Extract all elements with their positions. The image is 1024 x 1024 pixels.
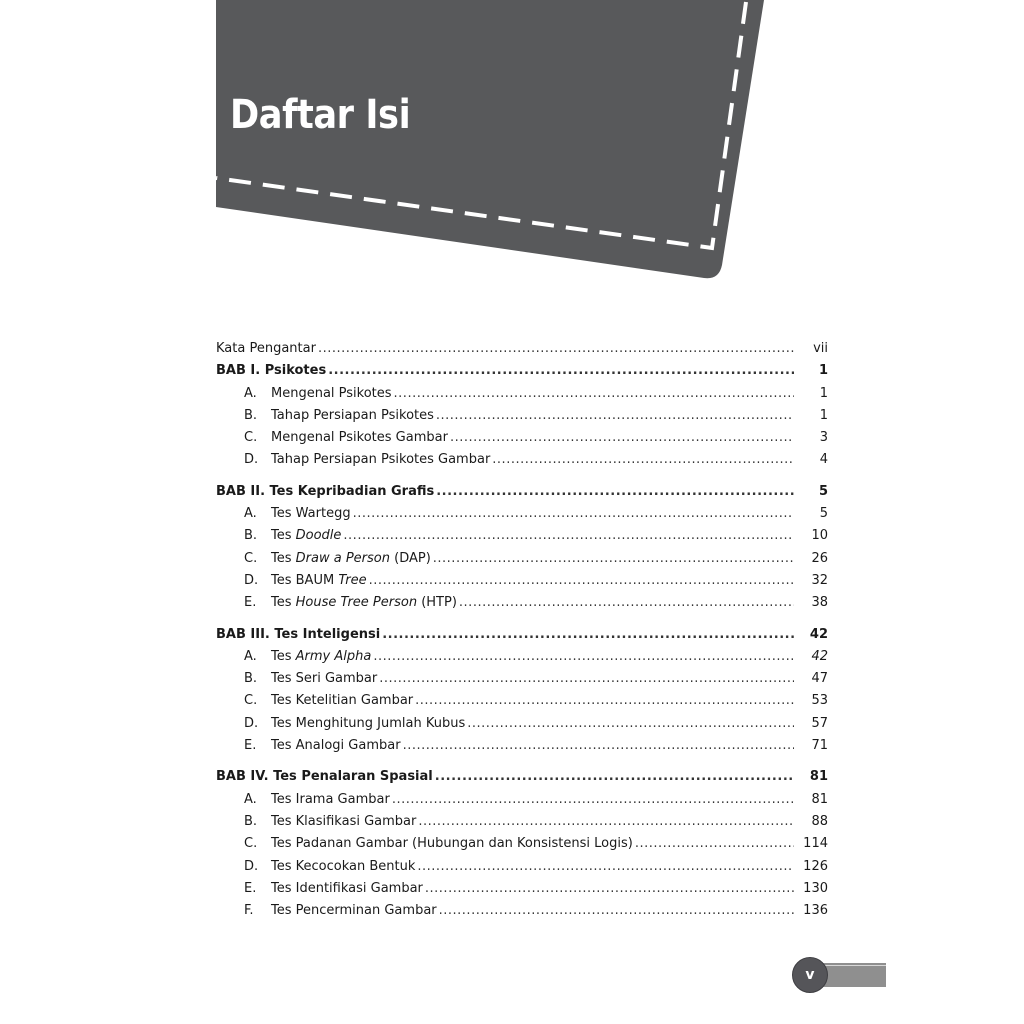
- item-letter: A.: [244, 791, 257, 807]
- item-title-italic: Tree: [338, 572, 367, 588]
- item-page-number: 4: [819, 452, 828, 468]
- item-letter: A.: [244, 385, 257, 401]
- dot-leader: [353, 503, 794, 525]
- item-title-italic: Doodle: [295, 528, 342, 544]
- item-title: Tes Pencerminan Gambar: [271, 903, 437, 919]
- item-page-number: 130: [803, 880, 828, 896]
- item-letter: A.: [244, 648, 257, 664]
- chapter-page-number: 5: [818, 483, 828, 499]
- toc-item-row[interactable]: [216, 856, 828, 878]
- item-page-number: 32: [811, 572, 828, 588]
- toc-item-row[interactable]: [216, 427, 828, 449]
- item-title-italic: Draw a Person: [295, 550, 390, 566]
- toc-chapter-row[interactable]: [216, 481, 828, 503]
- toc-item-row[interactable]: [216, 503, 828, 525]
- chapter-title: BAB III. Tes Inteligensi: [216, 626, 381, 642]
- item-title-prefix: Tes BAUM: [271, 572, 339, 588]
- toc-item-row[interactable]: [216, 878, 828, 900]
- item-letter: C.: [244, 430, 258, 446]
- item-page-number: 114: [803, 836, 828, 852]
- toc-item-row[interactable]: [216, 383, 828, 405]
- item-title: Tes Padanan Gambar (Hubungan dan Konsistensi Logis): [271, 836, 633, 852]
- item-title: [271, 646, 371, 668]
- item-letter: C.: [244, 693, 258, 709]
- toc-row-preface[interactable]: [216, 338, 828, 360]
- item-title: Mengenal Psikotes Gambar: [271, 430, 448, 446]
- toc-chapter-row[interactable]: [216, 360, 828, 382]
- item-page-number: 5: [819, 506, 828, 522]
- toc-item-row[interactable]: [216, 449, 828, 471]
- item-page-number: 38: [811, 595, 828, 611]
- dot-leader: [459, 592, 794, 614]
- dot-leader: [382, 624, 794, 646]
- item-page-number: 47: [811, 671, 828, 687]
- item-letter: E.: [244, 595, 257, 611]
- item-letter: C.: [244, 836, 258, 852]
- item-letter: D.: [244, 452, 259, 468]
- item-page-number: 81: [811, 791, 828, 807]
- item-title: [271, 548, 431, 570]
- toc-item-row[interactable]: [216, 525, 828, 547]
- dot-leader: [379, 668, 794, 690]
- item-letter: B.: [244, 407, 258, 423]
- item-title: Tes Identifikasi Gambar: [271, 880, 423, 896]
- item-title-italic: House Tree Person: [295, 595, 418, 611]
- toc-item-row[interactable]: [216, 548, 828, 570]
- item-page-number: 3: [819, 430, 828, 446]
- toc-chapter-row[interactable]: [216, 766, 828, 788]
- item-letter: A.: [244, 506, 257, 522]
- dot-leader: [425, 878, 794, 900]
- item-letter: B.: [244, 671, 258, 687]
- chapter-page-number: 42: [809, 626, 828, 642]
- dot-leader: [433, 548, 794, 570]
- item-page-number: 10: [811, 528, 828, 544]
- item-page-number: 42: [811, 648, 828, 664]
- toc-item-row[interactable]: [216, 789, 828, 811]
- item-page-number: 53: [811, 693, 828, 709]
- item-letter: F.: [244, 903, 254, 919]
- dot-leader: [450, 427, 794, 449]
- dot-leader: [415, 690, 794, 712]
- toc-page-number: vii: [813, 341, 828, 356]
- item-title: Tes Kecocokan Bentuk: [271, 858, 416, 874]
- toc-item-row[interactable]: [216, 900, 828, 922]
- item-letter: B.: [244, 813, 258, 829]
- toc-item-row[interactable]: [216, 570, 828, 592]
- item-page-number: 1: [819, 385, 828, 401]
- toc-chapters: [216, 360, 828, 922]
- toc-item-row[interactable]: [216, 405, 828, 427]
- dot-leader: [403, 735, 794, 757]
- item-title-suffix: (HTP): [417, 595, 457, 611]
- dot-leader: [369, 570, 794, 592]
- toc-item-row[interactable]: [216, 690, 828, 712]
- dot-leader: [328, 360, 794, 382]
- item-title: Mengenal Psikotes: [271, 385, 392, 401]
- item-title: [271, 525, 341, 547]
- toc-chapter-row[interactable]: [216, 624, 828, 646]
- chapter-title: BAB II. Tes Kepribadian Grafis: [216, 483, 435, 499]
- item-letter: D.: [244, 715, 259, 731]
- header-banner-shape: [216, 0, 764, 278]
- toc-item-row[interactable]: [216, 735, 828, 757]
- dot-leader: [418, 811, 794, 833]
- dot-leader: [467, 713, 794, 735]
- item-page-number: 126: [803, 858, 828, 874]
- dot-leader: [318, 338, 794, 360]
- item-title-suffix: (DAP): [389, 550, 431, 566]
- toc-item-row[interactable]: [216, 713, 828, 735]
- item-title-prefix: Tes: [271, 550, 296, 566]
- item-page-number: 26: [811, 550, 828, 566]
- dot-leader: [435, 766, 794, 788]
- item-title: Tes Seri Gambar: [271, 671, 378, 687]
- item-page-number: 57: [811, 715, 828, 731]
- item-title: Tahap Persiapan Psikotes: [271, 407, 434, 423]
- item-letter: C.: [244, 550, 258, 566]
- dot-leader: [439, 900, 794, 922]
- page-number-badge: v: [792, 957, 828, 993]
- item-title: Tes Klasifikasi Gambar: [271, 813, 417, 829]
- item-page-number: 88: [811, 813, 828, 829]
- dot-leader: [436, 481, 794, 503]
- page-title: Daftar Isi: [230, 92, 411, 138]
- item-title-prefix: Tes: [271, 528, 296, 544]
- page-footer: [790, 957, 890, 997]
- item-letter: E.: [244, 880, 257, 896]
- item-title: Tes Analogi Gambar: [271, 738, 401, 754]
- item-page-number: 1: [819, 407, 828, 423]
- item-letter: E.: [244, 738, 257, 754]
- toc-item-row[interactable]: [216, 811, 828, 833]
- item-title: Tahap Persiapan Psikotes Gambar: [271, 452, 491, 468]
- item-letter: D.: [244, 858, 259, 874]
- item-title: Tes Ketelitian Gambar: [271, 693, 414, 709]
- item-title-italic: Army Alpha: [295, 648, 372, 664]
- table-of-contents: [216, 338, 828, 922]
- dot-leader: [635, 833, 794, 855]
- dot-leader: [394, 383, 794, 405]
- dot-leader: [417, 856, 794, 878]
- item-title-prefix: Tes: [271, 595, 296, 611]
- item-title: Tes Irama Gambar: [271, 791, 390, 807]
- chapter-page-number: 81: [809, 769, 828, 785]
- item-title: Tes Menghitung Jumlah Kubus: [271, 715, 466, 731]
- header-banner: [0, 0, 1024, 290]
- dot-leader: [373, 646, 794, 668]
- dot-leader: [492, 449, 794, 471]
- toc-item-row[interactable]: [216, 668, 828, 690]
- item-page-number: 71: [811, 738, 828, 754]
- dot-leader: [392, 789, 794, 811]
- toc-item-row[interactable]: [216, 592, 828, 614]
- chapter-title: BAB IV. Tes Penalaran Spasial: [216, 769, 433, 785]
- item-letter: B.: [244, 528, 258, 544]
- toc-item-row[interactable]: [216, 646, 828, 668]
- item-page-number: 136: [803, 903, 828, 919]
- item-title: Tes Wartegg: [271, 506, 351, 522]
- toc-item-row[interactable]: [216, 833, 828, 855]
- chapter-title: BAB I. Psikotes: [216, 363, 327, 379]
- item-letter: D.: [244, 572, 259, 588]
- dot-leader: [436, 405, 794, 427]
- dot-leader: [343, 525, 794, 547]
- item-title-prefix: Tes: [271, 648, 296, 664]
- toc-entry-title: Kata Pengantar: [216, 341, 316, 356]
- item-title: [271, 570, 367, 592]
- item-title: [271, 592, 457, 614]
- chapter-page-number: 1: [818, 363, 828, 379]
